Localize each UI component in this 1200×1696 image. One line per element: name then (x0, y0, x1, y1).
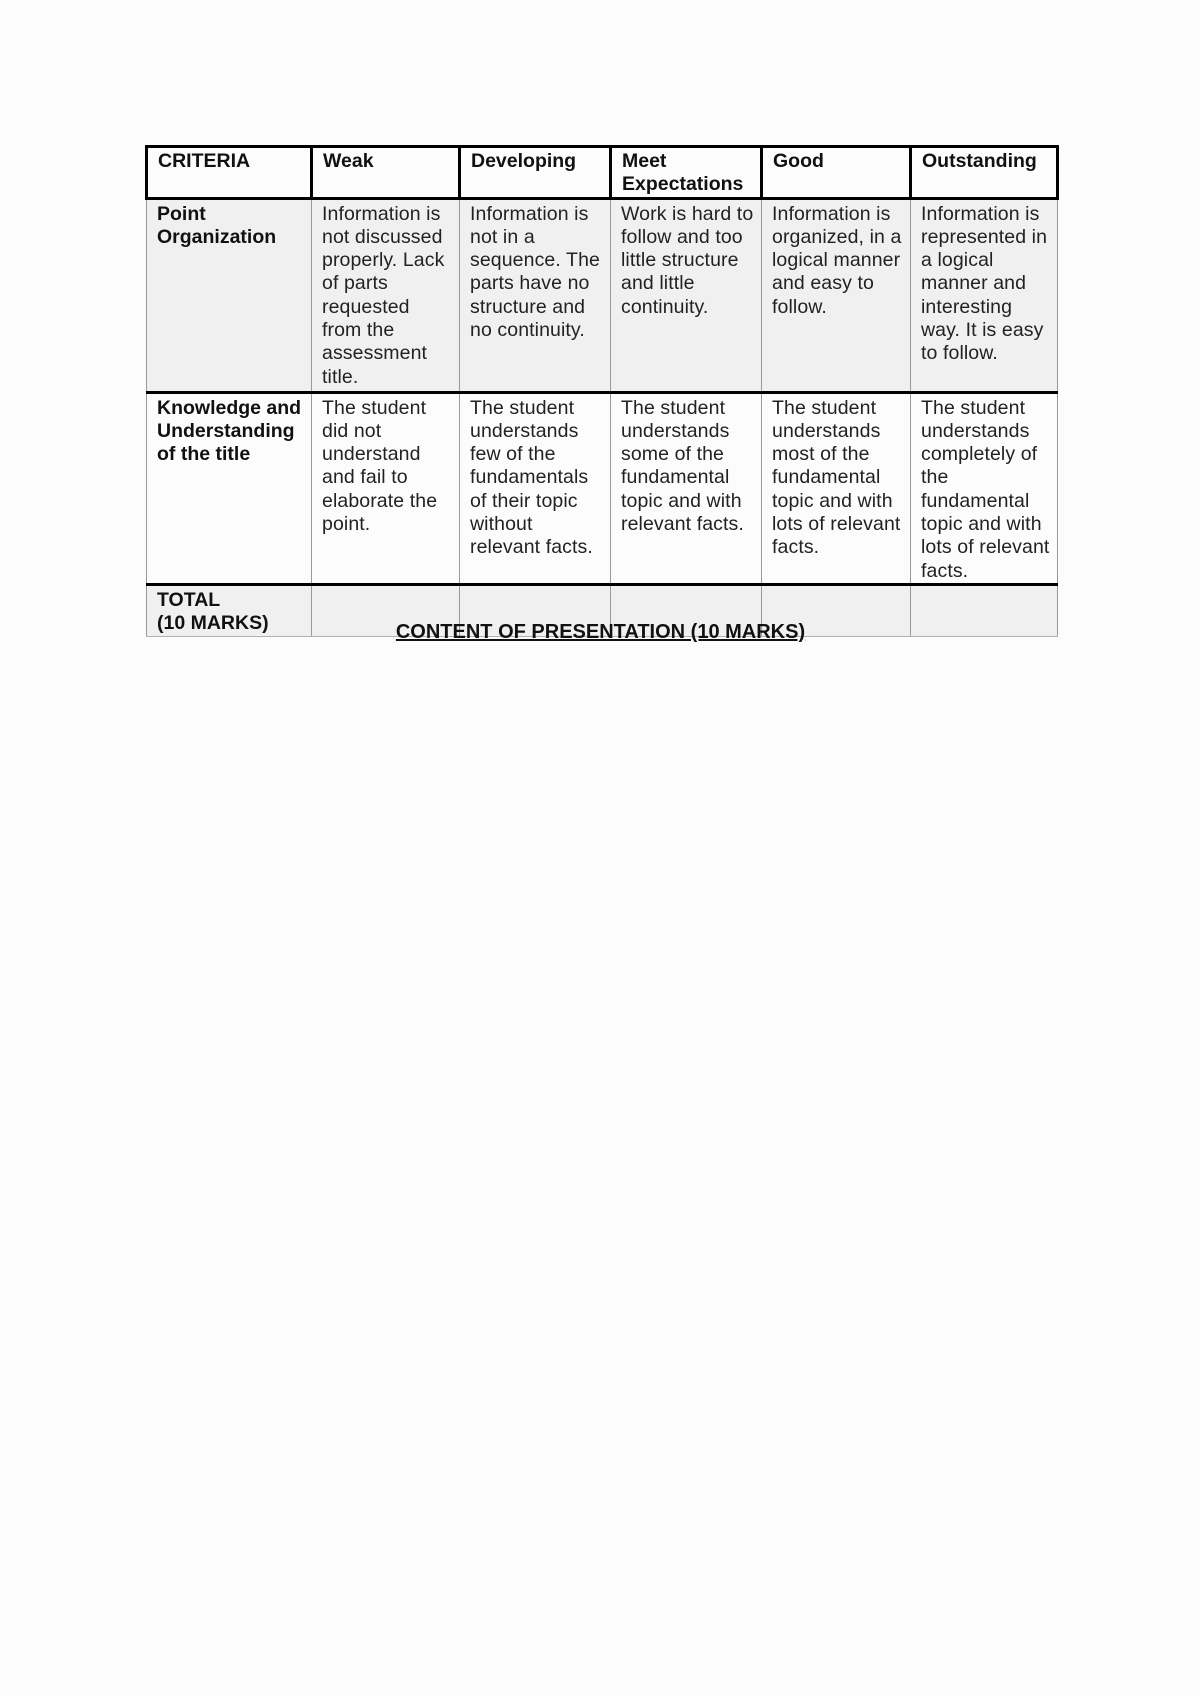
rubric-cell: Information is not discussed properly. Lack of parts requested from the assessment title. (312, 198, 460, 392)
header-meet-expectations: Meet Expectations (611, 147, 762, 199)
rubric-cell: Work is hard to follow and too little structure and little continuity. (611, 198, 762, 392)
criterion-label: Point Organization (147, 198, 312, 392)
table-header-row (147, 147, 1058, 199)
rubric-cell: The student understands most of the fundamental topic and with lots of relevant facts. (762, 392, 911, 584)
header-criteria: CRITERIA (147, 147, 312, 199)
criterion-label: Knowledge and Understanding of the title (147, 392, 312, 584)
rubric-cell: Information is organized, in a logical manner and easy to follow. (762, 198, 911, 392)
table-caption: CONTENT OF PRESENTATION (10 MARKS) (395, 621, 806, 643)
rubric-cell: Information is represented in a logical manner and interesting way. It is easy to follow. (911, 198, 1058, 392)
rubric-cell: Information is not in a sequence. The parts have no structure and no continuity. (460, 198, 611, 392)
header-good: Good (762, 147, 911, 199)
total-label: TOTAL (10 MARKS) (147, 584, 312, 636)
header-weak: Weak (312, 147, 460, 199)
rubric-cell: The student understands completely of the fundamental topic and with lots of relevant facts. (911, 392, 1058, 584)
rubric-cell: The student did not understand and fail to elaborate the point. (312, 392, 460, 584)
table-row (147, 392, 1058, 584)
table-row (147, 198, 1058, 392)
rubric-cell: The student understands few of the fundamentals of their topic without relevant facts. (460, 392, 611, 584)
rubric-cell: The student understands some of the fundamental topic and with relevant facts. (611, 392, 762, 584)
header-developing: Developing (460, 147, 611, 199)
rubric-table (145, 145, 1059, 637)
header-outstanding: Outstanding (911, 147, 1058, 199)
